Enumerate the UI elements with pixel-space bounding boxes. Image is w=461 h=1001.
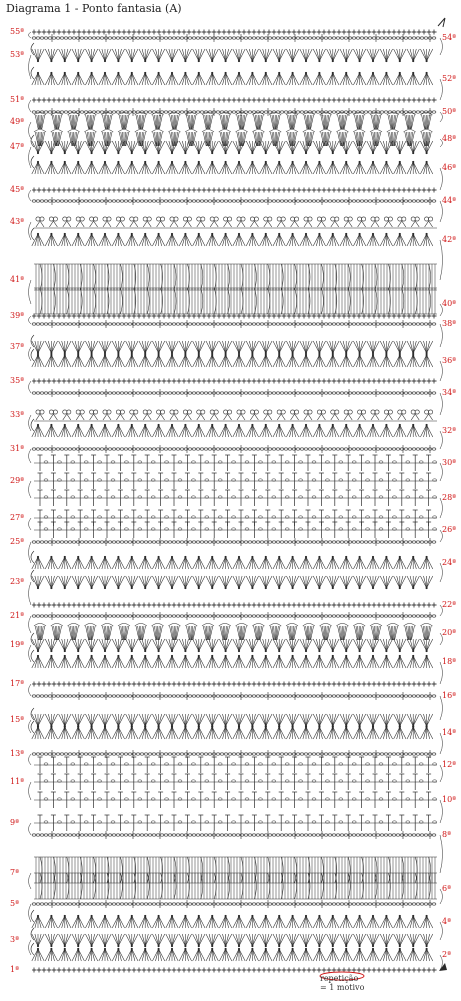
- row-label-47: 47ª: [10, 142, 24, 151]
- repeat-note: [320, 974, 380, 992]
- row-label-5: 5ª: [10, 899, 19, 908]
- row-8: [32, 831, 436, 839]
- row-49: [34, 113, 432, 130]
- row-label-41: 41ª: [10, 275, 24, 284]
- row-label-6: 6ª: [442, 884, 451, 893]
- row-23: [31, 570, 433, 589]
- row-label-54: 54ª: [442, 33, 456, 42]
- row-label-33: 33ª: [10, 410, 24, 419]
- row-22: [32, 603, 437, 608]
- row-label-43: 43ª: [10, 217, 24, 226]
- row-label-36: 36ª: [442, 356, 456, 365]
- row-32: [31, 419, 433, 437]
- row-55: [32, 30, 437, 35]
- row-label-45: 45ª: [10, 185, 24, 194]
- row-17: [32, 682, 437, 687]
- row-24: [31, 551, 433, 569]
- row-5: [32, 900, 436, 908]
- row-40: [34, 288, 437, 314]
- row-50: [32, 108, 436, 116]
- row-label-52: 52ª: [442, 74, 456, 83]
- row-25: [32, 538, 436, 546]
- row-16: [32, 692, 436, 700]
- row-label-10: 10ª: [442, 795, 456, 804]
- row-label-28: 28ª: [442, 493, 456, 502]
- repeat-note-line1: repetição: [320, 974, 359, 983]
- row-label-27: 27ª: [10, 513, 24, 522]
- row-29: [34, 473, 437, 489]
- row-34: [32, 389, 436, 397]
- row-38: [32, 320, 436, 328]
- row-41: [34, 264, 437, 290]
- row-label-30: 30ª: [442, 458, 456, 467]
- row-label-19: 19ª: [10, 640, 24, 649]
- turning-arcs: [29, 32, 443, 970]
- row-label-53: 53ª: [10, 50, 24, 59]
- row-4: [31, 910, 433, 928]
- row-43: [34, 217, 437, 228]
- row-label-51: 51ª: [10, 95, 24, 104]
- row-46: [31, 156, 433, 174]
- row-label-25: 25ª: [10, 537, 24, 546]
- row-label-13: 13ª: [10, 749, 24, 758]
- row-label-32: 32ª: [442, 426, 456, 435]
- row-28: [34, 490, 437, 506]
- row-20: [34, 624, 432, 641]
- row-42: [31, 228, 433, 246]
- row-label-22: 22ª: [442, 600, 456, 609]
- diagram-title: Diagrama 1 - Ponto fantasia (A): [6, 2, 182, 15]
- row-label-40: 40ª: [442, 299, 456, 308]
- row-label-9: 9ª: [10, 818, 19, 827]
- row-35: [32, 379, 437, 384]
- row-3: [31, 928, 433, 947]
- row-label-35: 35ª: [10, 376, 24, 385]
- row-53: [31, 43, 433, 62]
- row-label-34: 34ª: [442, 388, 456, 397]
- row-label-42: 42ª: [442, 235, 456, 244]
- row-1: [32, 968, 437, 973]
- row-label-49: 49ª: [10, 117, 24, 126]
- row-label-2: 2ª: [442, 950, 451, 959]
- row-label-46: 46ª: [442, 163, 456, 172]
- row-label-55: 55ª: [10, 27, 24, 36]
- row-label-7: 7ª: [10, 868, 19, 877]
- row-54: [32, 34, 436, 42]
- row-label-48: 48ª: [442, 134, 456, 143]
- row-label-21: 21ª: [10, 611, 24, 620]
- row-label-50: 50ª: [442, 107, 456, 116]
- row-label-8: 8ª: [442, 830, 451, 839]
- row-37: [31, 335, 433, 354]
- row-label-12: 12ª: [442, 760, 456, 769]
- row-18: [31, 650, 433, 668]
- row-44: [32, 197, 436, 205]
- row-26: [34, 522, 437, 538]
- row-label-11: 11ª: [10, 777, 24, 786]
- row-label-26: 26ª: [442, 525, 456, 534]
- row-label-14: 14ª: [442, 728, 456, 737]
- row-30: [34, 455, 437, 471]
- row-52: [31, 67, 433, 85]
- row-label-24: 24ª: [442, 558, 456, 567]
- start-arrow-icon: [439, 963, 447, 971]
- row-label-18: 18ª: [442, 657, 456, 666]
- row-label-29: 29ª: [10, 476, 24, 485]
- row-27: [34, 510, 437, 526]
- row-label-23: 23ª: [10, 577, 24, 586]
- end-arrow-icon: [438, 18, 445, 27]
- row-31: [32, 445, 436, 453]
- row-15: [31, 708, 433, 727]
- row-label-3: 3ª: [10, 935, 19, 944]
- row-9: [34, 815, 437, 831]
- row-21: [32, 612, 436, 620]
- row-label-39: 39ª: [10, 311, 24, 320]
- row-label-17: 17ª: [10, 679, 24, 688]
- row-label-1: 1ª: [10, 965, 19, 974]
- row-label-15: 15ª: [10, 715, 24, 724]
- repeat-note-line2: = 1 motivo: [320, 983, 365, 992]
- row-label-20: 20ª: [442, 628, 456, 637]
- row-51: [32, 98, 437, 103]
- row-45: [32, 188, 437, 193]
- row-label-31: 31ª: [10, 444, 24, 453]
- row-label-4: 4ª: [442, 917, 451, 926]
- row-label-16: 16ª: [442, 691, 456, 700]
- row-label-44: 44ª: [442, 196, 456, 205]
- row-48: [34, 130, 432, 147]
- row-33: [34, 410, 437, 421]
- row-11: [34, 774, 437, 790]
- row-10: [34, 792, 437, 808]
- row-label-38: 38ª: [442, 319, 456, 328]
- row-12: [34, 757, 437, 773]
- row-label-37: 37ª: [10, 342, 24, 351]
